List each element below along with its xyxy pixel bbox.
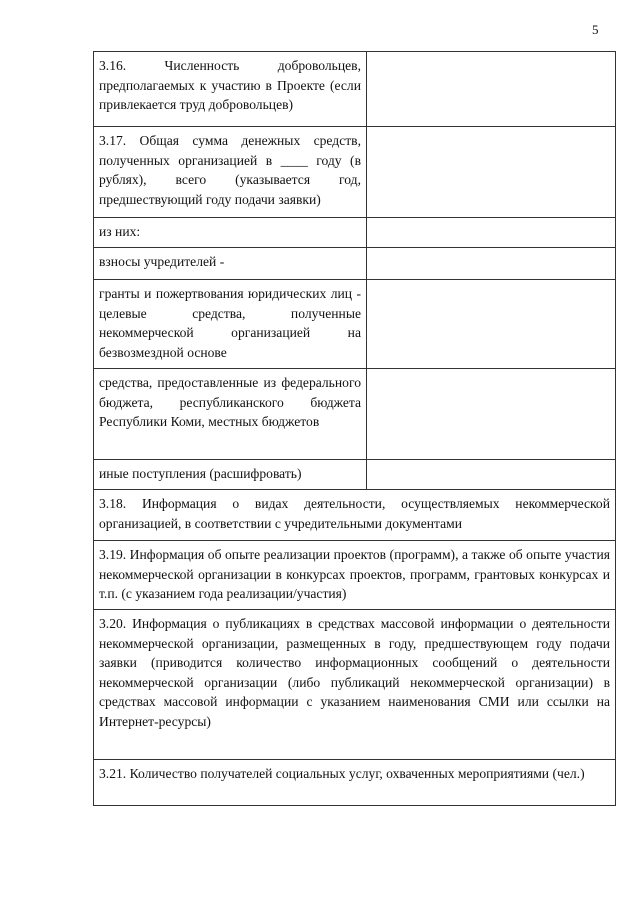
row-value-3-17[interactable] (367, 127, 616, 218)
row-text-3-18: 3.18. Информация о видах деятельности, осуществляемых некоммерческой организацией, в соответствии с учредительными документами (94, 490, 616, 541)
table-row-3-20[interactable] (94, 610, 616, 760)
row-value-iz-nih[interactable] (367, 218, 616, 248)
table-row-3-17 (94, 127, 616, 218)
row-text-3-20: 3.20. Информация о публикациях в средствах массовой информации о деятельности некоммерческой организации, размещенных в году, предшествующем году подачи заявки (приводится количество информационных сообщений о деятельности некоммерческой организации (либо публикаций некоммерческой организации) в средствах массовой информации с указанием наименования СМИ или ссылки на Интернет-ресурсы) (94, 610, 616, 760)
row-label-granty: гранты и пожертвования юридических лиц - целевые средства, полученные некоммерческой организацией на безвозмездной основе (94, 280, 367, 369)
row-label-vznosy: взносы учредителей - (94, 248, 367, 280)
table-row-inye (94, 460, 616, 490)
row-label-3-16: 3.16. Численность добровольцев, предполагаемых к участию в Проекте (если привлекается труд добровольцев) (94, 52, 367, 127)
row-value-byudzhet[interactable] (367, 369, 616, 460)
table-row-3-21[interactable] (94, 760, 616, 806)
table-row-iz-nih (94, 218, 616, 248)
row-label-iz-nih: из них: (94, 218, 367, 248)
row-value-3-16[interactable] (367, 52, 616, 127)
row-label-byudzhet: средства, предоставленные из федерального бюджета, республиканского бюджета Республики Коми, местных бюджетов (94, 369, 367, 460)
table-row-byudzhet (94, 369, 616, 460)
row-label-inye: иные поступления (расшифровать) (94, 460, 367, 490)
table-row-3-19[interactable] (94, 541, 616, 610)
row-text-3-19: 3.19. Информация об опыте реализации проектов (программ), а также об опыте участия некоммерческой организации в конкурсах проектов, программ, грантовых конкурсах и т.п. (с указанием года реализации/участия) (94, 541, 616, 610)
row-value-granty[interactable] (367, 280, 616, 369)
table-row-3-16 (94, 52, 616, 127)
table-row-granty (94, 280, 616, 369)
row-label-3-17: 3.17. Общая сумма денежных средств, полученных организацией в ____ году (в рублях), всего (указывается год, предшествующий году подачи заявки) (94, 127, 367, 218)
row-value-inye[interactable] (367, 460, 616, 490)
row-text-3-21: 3.21. Количество получателей социальных услуг, охваченных мероприятиями (чел.) (94, 760, 616, 806)
page-number: 5 (592, 22, 599, 37)
table-row-vznosy (94, 248, 616, 280)
application-form-table (93, 51, 616, 806)
table-row-3-18[interactable] (94, 490, 616, 541)
row-value-vznosy[interactable] (367, 248, 616, 280)
